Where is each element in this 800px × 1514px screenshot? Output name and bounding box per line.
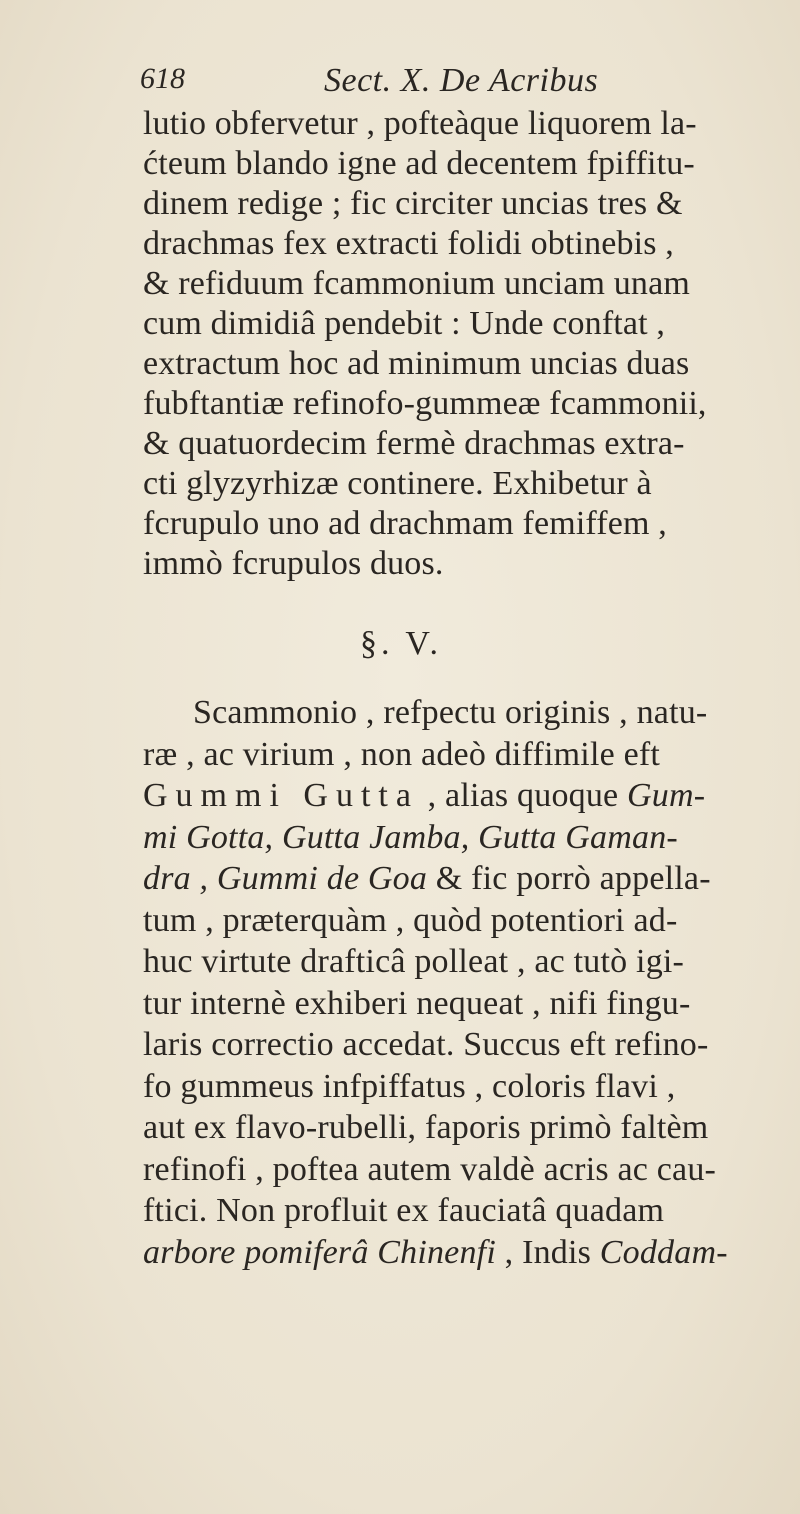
text-line: mi Gotta, Gutta Jamba, Gutta Gaman- [143,818,678,856]
text-line: & quatuordecim fermè drachmas extra- [143,425,685,462]
paragraph-1 [143,104,800,584]
text-line: ćteum blando igne ad decentem fpiffitu- [143,145,695,182]
term-gummi-gutta: Gummi Gutta [143,777,419,814]
italic-term: Gum- [627,777,706,814]
text-line: fo gummeus infpiffatus , coloris flavi , [143,1067,676,1105]
text-line: dinem redige ; fic circiter uncias tres & [143,185,683,222]
text-line: tur internè exhiberi nequeat , nifi fingu- [143,984,691,1022]
italic-term: arbore pomiferâ Chinenfi [143,1233,496,1271]
text-line: lutio obfervetur , pofteàque liquorem la- [143,105,697,142]
text-line: dra , Gummi de Goa & fic porrò appella- [143,860,711,897]
text-line: Gummi Gutta , alias quoque Gum- [143,777,706,814]
text-line: & refiduum fcammonium unciam unam [143,265,690,302]
running-head: Sect. X. De Acribus [324,62,599,99]
paragraph-2 [143,692,800,1273]
text-line: fubftantiæ refinofo-gummeæ fcammonii, [143,385,707,422]
text-line: laris correctio accedat. Succus eft refino- [143,1026,709,1063]
text-line: drachmas fex extracti folidi obtinebis , [143,225,674,262]
text-line: tum , præterquàm , quòd potentiori ad- [143,901,678,939]
text-line: ftici. Non profluit ex fauciatâ quadam [143,1192,665,1229]
text-line: cum dimidiâ pendebit : Unde conftat , [143,305,666,342]
text-line: immò fcrupulos duos. [143,545,444,582]
page-header [140,62,760,108]
text-line: refinofi , poftea autem valdè acris ac cau- [143,1150,717,1188]
text-line: Scammonio , refpectu originis , natu- [193,694,708,731]
italic-term: dra , Gummi de Goa [143,860,428,897]
text-line: huc virtute drafticâ polleat , ac tutò igi- [143,943,685,980]
page-number: 618 [140,62,185,95]
section-heading: §. V. [360,625,443,662]
text-line: ræ , ac virium , non adeò diffimile eft [143,735,661,773]
text-line: fcrupulo uno ad drachmam femiffem , [143,505,667,542]
text-line: aut ex flavo-rubelli, faporis primò faltèm [143,1109,709,1146]
text-line: arbore pomiferâ Chinenfi , Indis Coddam- [143,1233,728,1271]
text-line: cti glyzyrhizæ continere. Exhibetur à [143,465,652,502]
italic-term: Coddam- [599,1233,728,1271]
text-line: extractum hoc ad minimum uncias duas [143,345,690,382]
